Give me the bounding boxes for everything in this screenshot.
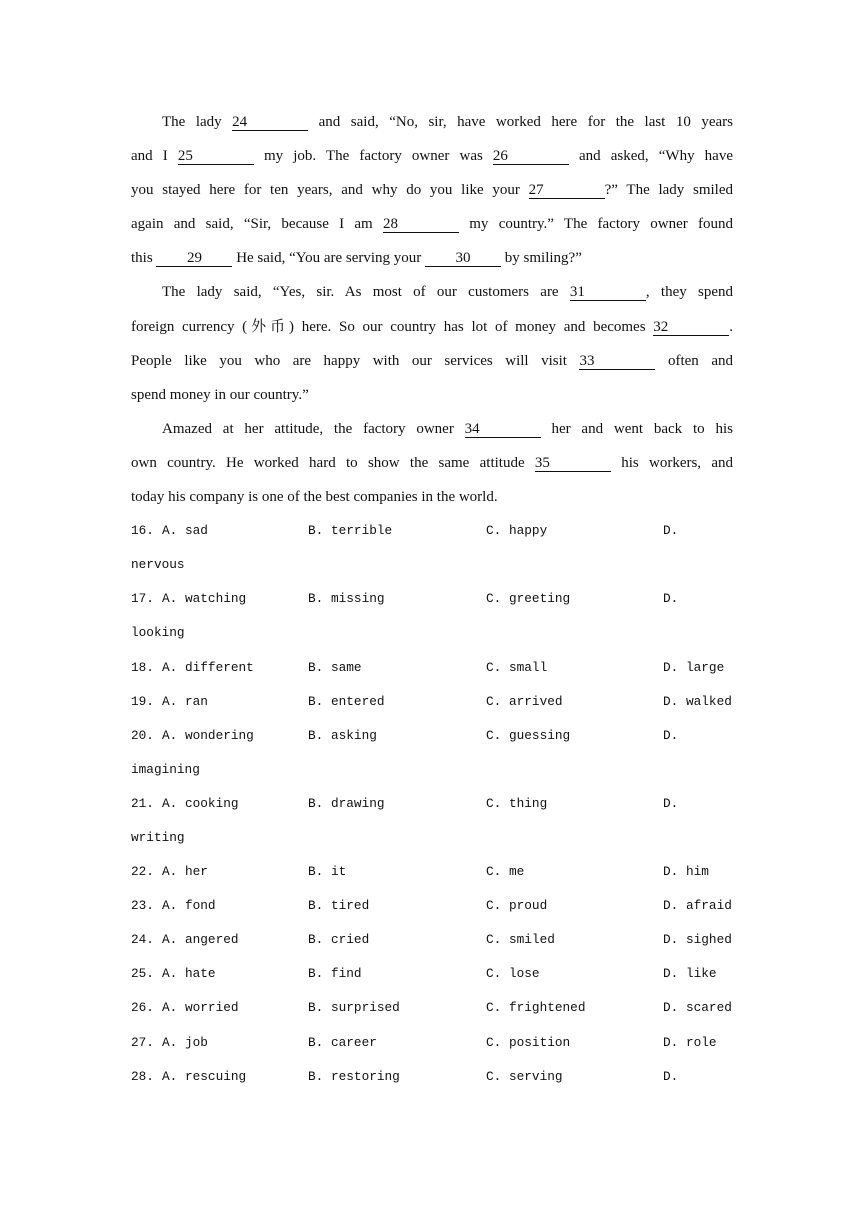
option-text: fond — [184, 898, 216, 914]
option-b — [308, 787, 486, 821]
option-letter: D. — [663, 523, 679, 539]
option-letter: D. — [663, 864, 679, 880]
option-letter: A. — [162, 966, 178, 982]
option-letter: C. — [486, 523, 502, 539]
question-item — [131, 1026, 737, 1060]
passage-text: The lady — [162, 114, 233, 130]
option-b — [308, 855, 486, 889]
question-number: 21. — [131, 795, 154, 811]
question-item — [131, 719, 737, 787]
option-text: tired — [330, 898, 370, 914]
question-number: 24. — [131, 932, 154, 948]
option-text: frightened — [508, 1000, 586, 1016]
question-item — [131, 787, 737, 855]
option-text: writing — [131, 829, 185, 845]
option-letter: B. — [308, 1034, 324, 1050]
option-text: surprised — [330, 1000, 400, 1016]
passage-line — [131, 378, 733, 412]
passage-text: People like you who are happy with our services will visit — [131, 352, 580, 369]
option-letter: B. — [308, 864, 324, 880]
passage-text: my country.” The factory owner found — [459, 216, 733, 233]
option-text: arrived — [508, 693, 563, 709]
option-text: like — [685, 966, 717, 982]
option-c — [486, 582, 663, 616]
answer-blank: 26 — [493, 149, 569, 165]
passage-text: and I — [131, 148, 178, 165]
option-text: same — [330, 659, 362, 675]
option-text: sad — [184, 523, 208, 539]
answer-blank: 24 — [232, 115, 308, 131]
option-a — [162, 651, 308, 685]
option-d — [663, 966, 717, 981]
option-text: large — [685, 659, 725, 675]
answer-blank: 31 — [570, 285, 646, 301]
option-letter: C. — [486, 966, 502, 982]
option-text: career — [330, 1034, 377, 1050]
option-text: me — [508, 864, 525, 880]
question-item — [131, 957, 737, 991]
option-d — [663, 864, 709, 879]
option-b — [308, 889, 486, 923]
option-letter: B. — [308, 523, 324, 539]
option-text: guessing — [508, 727, 571, 743]
option-text: smiled — [508, 932, 555, 948]
option-letter: B. — [308, 1000, 324, 1016]
option-a — [162, 685, 308, 719]
option-letter: A. — [162, 727, 178, 743]
option-a — [162, 514, 308, 548]
answer-blank: 33 — [579, 354, 655, 370]
page-content — [131, 105, 733, 1094]
option-text: angered — [184, 932, 239, 948]
option-letter: A. — [162, 1000, 178, 1016]
option-letter: C. — [486, 727, 502, 743]
passage-text: Amazed at her attitude, the factory owner — [162, 420, 465, 437]
passage-line — [131, 139, 733, 173]
option-letter: B. — [308, 898, 324, 914]
question-number: 27. — [131, 1034, 154, 1050]
question-item — [131, 582, 737, 650]
option-text: wondering — [184, 727, 254, 743]
option-text: asking — [330, 727, 377, 743]
option-letter: A. — [162, 864, 178, 880]
option-letter: C. — [486, 795, 502, 811]
option-text: find — [330, 966, 362, 982]
passage-text: foreign currency (外币) here. So our country has lot of money and becomes — [131, 318, 654, 335]
option-a — [162, 787, 308, 821]
passage-text: today his company is one of the best companies in the world. — [131, 489, 498, 506]
option-a — [162, 855, 308, 889]
question-number: 19. — [131, 693, 154, 709]
option-text: scared — [685, 1000, 732, 1016]
passage-text: The lady said, “Yes, sir. As most of our customers are — [162, 284, 570, 301]
passage-text: and said, “No, sir, have worked here for the last 10 years — [308, 114, 733, 130]
option-letter: C. — [486, 932, 502, 948]
passage-text: again and said, “Sir, because I am — [131, 216, 383, 233]
option-c — [486, 514, 663, 548]
option-letter: A. — [162, 1068, 178, 1084]
passage-text: this — [131, 250, 157, 267]
option-letter: A. — [162, 659, 178, 675]
option-text: small — [508, 659, 548, 675]
option-text: nervous — [131, 557, 185, 573]
option-b — [308, 582, 486, 616]
passage-text: my job. The factory owner was — [253, 148, 493, 165]
option-letter: D. — [663, 1000, 679, 1016]
option-text: lose — [508, 966, 540, 982]
option-c — [486, 889, 663, 923]
option-letter: C. — [486, 659, 502, 675]
question-item — [131, 889, 737, 923]
answer-blank: 34 — [465, 422, 541, 438]
passage-paragraph — [131, 105, 733, 275]
option-text: looking — [131, 625, 185, 641]
passage-text: own country. He worked hard to show the same attitude — [131, 454, 535, 471]
option-c — [486, 685, 663, 719]
option-b — [308, 991, 486, 1025]
answer-blank: 35 — [535, 456, 611, 472]
option-letter: B. — [308, 795, 324, 811]
option-c — [486, 1026, 663, 1060]
option-letter: D. — [663, 795, 679, 811]
option-letter: D. — [663, 966, 679, 982]
question-item — [131, 991, 737, 1025]
passage-line — [131, 275, 733, 309]
option-letter: B. — [308, 693, 324, 709]
answer-blank: 32 — [653, 320, 729, 336]
option-letter: A. — [162, 693, 178, 709]
option-text: it — [330, 864, 347, 880]
option-text: cooking — [184, 795, 239, 811]
option-letter: A. — [162, 795, 178, 811]
option-a — [162, 582, 308, 616]
option-letter: A. — [162, 591, 178, 607]
question-number: 18. — [131, 659, 154, 675]
passage-line — [131, 105, 733, 139]
question-number: 22. — [131, 864, 154, 880]
option-b — [308, 923, 486, 957]
passage-text: by smiling?” — [501, 250, 582, 267]
option-text: serving — [508, 1068, 563, 1084]
option-a — [162, 991, 308, 1025]
passage-text: . — [729, 318, 733, 335]
option-letter: D. — [663, 693, 679, 709]
option-text: thing — [508, 795, 548, 811]
option-text: terrible — [330, 523, 393, 539]
passage-line — [131, 173, 733, 207]
passage-text: ?” The lady smiled — [604, 182, 734, 199]
option-c — [486, 651, 663, 685]
option-b — [308, 1060, 486, 1094]
question-number: 17. — [131, 591, 154, 607]
option-letter: B. — [308, 966, 324, 982]
option-d — [663, 660, 724, 675]
option-letter: D. — [663, 1068, 679, 1084]
option-c — [486, 855, 663, 889]
option-letter: B. — [308, 659, 324, 675]
option-letter: B. — [308, 727, 324, 743]
option-letter: D. — [663, 932, 679, 948]
option-text: cried — [330, 932, 370, 948]
option-letter: B. — [308, 591, 324, 607]
question-number: 28. — [131, 1068, 154, 1084]
option-a — [162, 889, 308, 923]
option-d — [663, 932, 732, 947]
option-c — [486, 957, 663, 991]
question-number: 26. — [131, 1000, 154, 1016]
option-b — [308, 514, 486, 548]
option-letter: C. — [486, 693, 502, 709]
option-text: greeting — [508, 591, 571, 607]
option-letter: D. — [663, 659, 679, 675]
option-letter: A. — [162, 523, 178, 539]
question-item — [131, 651, 737, 685]
option-a — [162, 957, 308, 991]
option-letter: D. — [663, 727, 679, 743]
option-text: walked — [685, 693, 732, 709]
option-letter: A. — [162, 898, 178, 914]
option-letter: C. — [486, 1068, 502, 1084]
option-c — [486, 787, 663, 821]
option-b — [308, 1026, 486, 1060]
option-c — [486, 719, 663, 753]
question-item — [131, 855, 737, 889]
question-item — [131, 923, 737, 957]
option-a — [162, 1060, 308, 1094]
answer-blank: 25 — [178, 149, 254, 165]
option-text: her — [184, 864, 208, 880]
passage-paragraph — [131, 275, 733, 411]
option-letter: B. — [308, 932, 324, 948]
option-b — [308, 651, 486, 685]
question-list — [131, 514, 737, 1094]
option-text: entered — [330, 693, 385, 709]
option-letter: C. — [486, 1000, 502, 1016]
passage-text: his workers, and — [610, 454, 733, 471]
option-c — [486, 991, 663, 1025]
option-text: sighed — [685, 932, 732, 948]
answer-blank: 28 — [383, 217, 459, 233]
option-text: position — [508, 1034, 571, 1050]
option-c — [486, 923, 663, 957]
option-a — [162, 1026, 308, 1060]
option-d — [663, 1000, 732, 1015]
option-b — [308, 685, 486, 719]
option-letter: C. — [486, 1034, 502, 1050]
passage-line — [131, 310, 733, 344]
option-d — [663, 1069, 678, 1084]
passage-line — [131, 241, 733, 275]
option-letter: B. — [308, 1068, 324, 1084]
option-text: rescuing — [184, 1068, 247, 1084]
passage-text: you stayed here for ten years, and why do you like your — [131, 182, 529, 199]
option-text: drawing — [330, 795, 385, 811]
option-letter: A. — [162, 932, 178, 948]
passage-text: often and — [655, 352, 733, 369]
option-text: happy — [508, 523, 548, 539]
option-b — [308, 719, 486, 753]
passage-paragraph — [131, 412, 733, 514]
option-text: worried — [184, 1000, 239, 1016]
option-text: afraid — [685, 898, 732, 914]
option-text: job — [184, 1034, 208, 1050]
option-letter: C. — [486, 864, 502, 880]
option-text: hate — [184, 966, 216, 982]
option-a — [162, 719, 308, 753]
passage-text: He said, “You are serving your — [232, 250, 426, 267]
option-b — [308, 957, 486, 991]
question-item — [131, 1060, 737, 1094]
passage-text: her and went back to his — [540, 420, 733, 437]
answer-blank: 27 — [529, 183, 605, 199]
question-item — [131, 685, 737, 719]
passage-line — [131, 344, 733, 378]
option-c — [486, 1060, 663, 1094]
option-text: imagining — [131, 761, 200, 777]
passage-text: spend money in our country.” — [131, 386, 309, 403]
option-text: missing — [330, 591, 385, 607]
passage-line — [131, 207, 733, 241]
answer-blank: 29 — [156, 251, 232, 267]
option-d — [663, 898, 732, 913]
option-text: ran — [184, 693, 208, 709]
option-letter: C. — [486, 898, 502, 914]
option-text: restoring — [330, 1068, 400, 1084]
passage-line — [131, 412, 733, 446]
answer-blank: 30 — [425, 251, 501, 267]
question-number: 25. — [131, 966, 154, 982]
option-text: him — [685, 864, 709, 880]
passage-line — [131, 446, 733, 480]
question-number: 23. — [131, 898, 154, 914]
option-letter: D. — [663, 591, 679, 607]
option-a — [162, 923, 308, 957]
option-letter: D. — [663, 1034, 679, 1050]
option-letter: A. — [162, 1034, 178, 1050]
option-text: proud — [508, 898, 548, 914]
option-d — [663, 694, 732, 709]
option-text: role — [685, 1034, 717, 1050]
passage-text: , they spend — [645, 284, 733, 301]
question-item — [131, 514, 737, 582]
option-text: different — [184, 659, 254, 675]
option-letter: D. — [663, 898, 679, 914]
question-number: 16. — [131, 523, 154, 539]
passage-line — [131, 480, 733, 514]
question-number: 20. — [131, 727, 154, 743]
cloze-passage — [131, 105, 733, 514]
option-letter: C. — [486, 591, 502, 607]
passage-text: and asked, “Why have — [568, 148, 733, 165]
option-text: watching — [184, 591, 247, 607]
option-d — [663, 1035, 717, 1050]
